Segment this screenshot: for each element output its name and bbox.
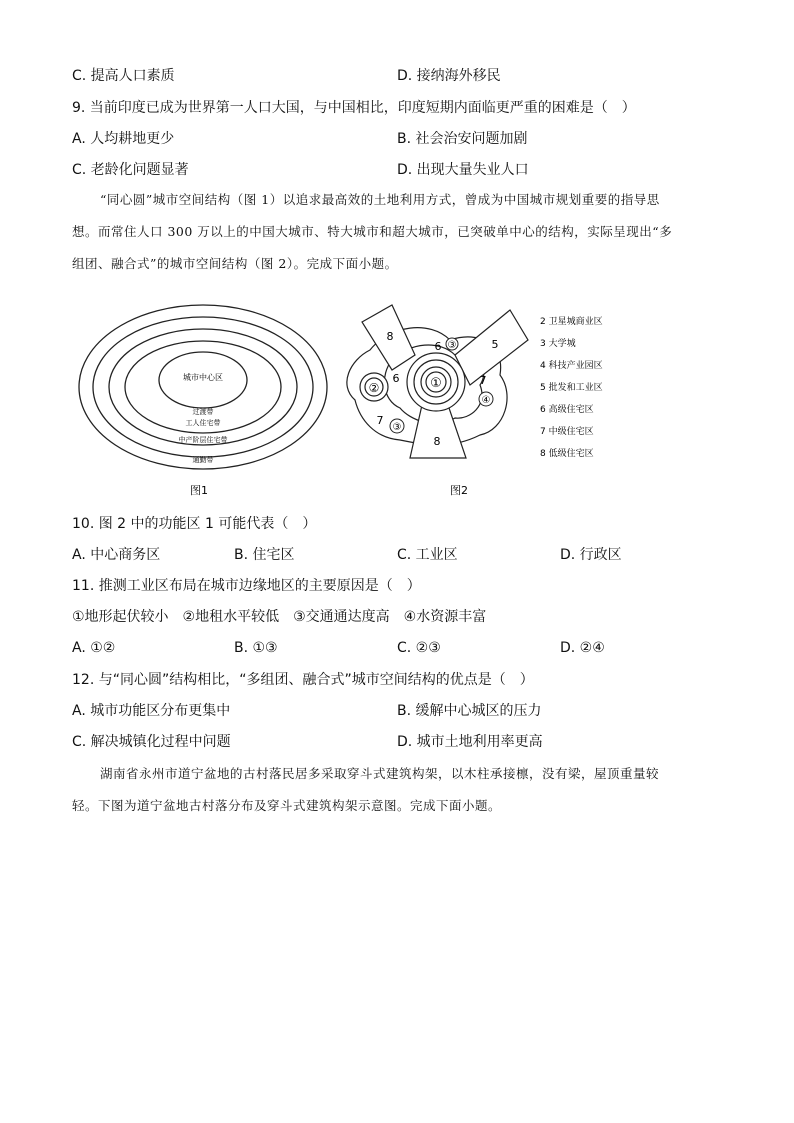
q10-option-d: D. 行政区: [560, 547, 622, 563]
ring-label-commuter: 通勤带: [192, 456, 214, 464]
passage-concentric-structure: [72, 184, 722, 280]
q9-option-b: B. 社会治安问题加剧: [397, 131, 528, 147]
zone-label-3-top: ③: [447, 340, 457, 351]
zone-label-7: 7: [479, 374, 487, 387]
zone-label-1: ①: [430, 376, 442, 391]
passage-line: 想。而常住人口 300 万以上的中国大城市、特大城市和超大城市，已突破单中心的结构，实际呈现出“多: [72, 224, 673, 239]
zone-label-6: 6: [392, 372, 400, 385]
passage-line: 湖南省永州市道宁盆地的古村落民居多采取穿斗式建筑构架，以木柱承接檩，没有梁，屋顶重量较: [100, 766, 660, 781]
legend-item: 2 卫星城商业区: [540, 317, 603, 327]
q11-choices: ①地形起伏较小 ②地租水平较低 ③交通通达度高 ④水资源丰富: [72, 609, 487, 625]
q12-option-a: A. 城市功能区分布更集中: [72, 703, 231, 719]
zone-label-7-left: 7: [376, 414, 384, 427]
figure2-multicluster-diagram: [330, 300, 630, 500]
q10-option-c: C. 工业区: [397, 547, 458, 563]
legend-item: 5 批发和工业区: [540, 383, 603, 393]
ring-label-center: 城市中心区: [183, 373, 223, 382]
q12-stem: 12. 与“同心圆”结构相比，“多组团、融合式”城市空间结构的优点是（ ）: [72, 672, 534, 688]
passage-line: 轻。下图为道宁盆地古村落分布及穿斗式建筑构架示意图。完成下面小题。: [72, 798, 502, 813]
zone-label-2: ②: [368, 381, 380, 395]
q11-stem: 11. 推测工业区布局在城市边缘地区的主要原因是（ ）: [72, 578, 421, 594]
q12-option-c: C. 解决城镇化过程中问题: [72, 734, 231, 750]
legend-item: 3 大学城: [540, 339, 576, 349]
q11-option-c: C. ②③: [397, 640, 441, 656]
passage-line: “同心圆”城市空间结构（图 1）以追求最高效的土地利用方式，曾成为中国城市规划重要的指导思: [100, 192, 660, 207]
zone-label-5: 5: [491, 338, 499, 351]
figure2-legend: [540, 315, 603, 459]
zone-label-4: ④: [481, 395, 491, 406]
ring-label-worker: 工人住宅带: [185, 419, 221, 427]
q10-option-a: A. 中心商务区: [72, 547, 161, 563]
q9-option-c: C. 老龄化问题显著: [72, 162, 189, 178]
q9-stem: 9. 当前印度已成为世界第一人口大国，与中国相比，印度短期内面临更严重的困难是（ ）: [72, 100, 636, 116]
q12-option-b: B. 缓解中心城区的压力: [397, 703, 542, 719]
zone-label-8-bottom: 8: [433, 435, 441, 448]
legend-item: 6 高级住宅区: [540, 405, 594, 415]
q10-option-b: B. 住宅区: [234, 547, 295, 563]
figure2-caption: 图2: [450, 484, 468, 497]
legend-item: 7 中级住宅区: [540, 427, 594, 437]
figure1-caption: 图1: [190, 484, 208, 497]
q9-option-a: A. 人均耕地更少: [72, 131, 175, 147]
q8-option-c: C. 提高人口素质: [72, 68, 175, 84]
figure1-concentric-diagram: [75, 300, 335, 500]
ring-label-transition: 过渡带: [192, 408, 214, 416]
q11-option-d: D. ②④: [560, 640, 605, 656]
q9-option-d: D. 出现大量失业人口: [397, 162, 529, 178]
passage-hunan-villages: [72, 758, 722, 822]
q11-option-a: A. ①②: [72, 640, 116, 656]
legend-item: 8 低级住宅区: [540, 449, 594, 459]
zone-label-6-top: 6: [434, 340, 442, 353]
q11-option-b: B. ①③: [234, 640, 278, 656]
legend-item: 4 科技产业园区: [540, 361, 603, 371]
ring-label-middle-class: 中产阶层住宅带: [178, 436, 228, 444]
q12-option-d: D. 城市土地利用率更高: [397, 734, 543, 750]
zone-label-8: 8: [386, 330, 394, 343]
zone-label-3: ③: [392, 422, 402, 433]
passage-line: 组团、融合式”的城市空间结构（图 2）。完成下面小题。: [72, 256, 398, 271]
q8-option-d: D. 接纳海外移民: [397, 68, 501, 84]
q10-stem: 10. 图 2 中的功能区 1 可能代表（ ）: [72, 516, 317, 532]
